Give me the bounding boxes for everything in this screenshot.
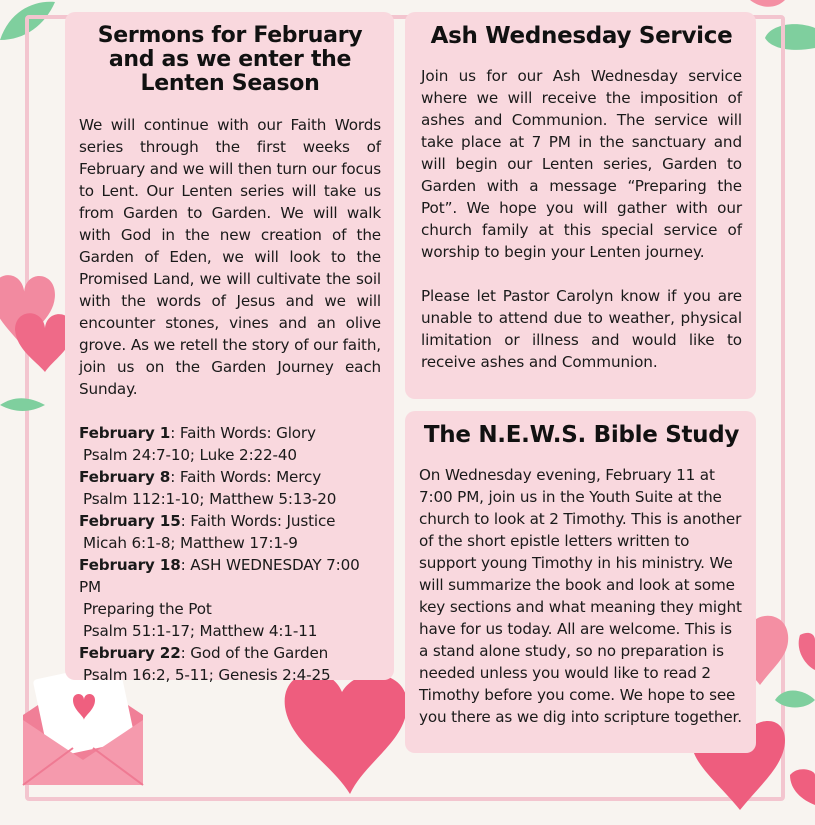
schedule-readings: Psalm 51:1-17; Matthew 4:1-11 xyxy=(83,622,318,640)
ash-wednesday-panel xyxy=(405,12,756,399)
news-study-body: On Wednesday evening, February 11 at 7:00 PM, join us in the Youth Suite at the church to look at 2 Timothy. This is another of the short epistle letters written to support young Timothy in his ministry. We will summarize the book and look at some key sections and what meaning they might have for us today. All are welcome. This is a stand alone study, so no preparation is needed unless you would like to read 2 Timothy before you come. We hope to see you there as we dig into scripture together. xyxy=(419,466,742,726)
schedule-sermon-title: Preparing the Pot xyxy=(83,600,212,618)
news-study-panel xyxy=(405,411,756,753)
news-study-title: The N.E.W.S. Bible Study xyxy=(423,422,740,448)
ash-wednesday-body xyxy=(421,65,742,373)
sermons-panel xyxy=(65,12,394,684)
ash-paragraph: Join us for our Ash Wednesday service where we will receive the imposition of ashes and Communion. The service will take place at 7 PM in the sanctuary and will begin our Lenten series, Garden to Garden with a message “Preparing the Pot”. We hope you will gather with our church family at this special service of worship to begin your Lenten journey. xyxy=(421,67,742,261)
sermons-title: Sermons for February and as we enter the Lenten Season xyxy=(97,23,363,96)
schedule-readings: Psalm 112:1-10; Matthew 5:13-20 xyxy=(83,490,337,508)
schedule-item: February 1: Faith Words: Glory xyxy=(79,424,316,442)
schedule-item: February 22: God of the Garden xyxy=(79,644,329,662)
schedule-readings: Psalm 16:2, 5-11; Genesis 2:4-25 xyxy=(83,666,331,684)
sermons-body: We will continue with our Faith Words series through the first weeks of February and we will then turn our focus to Lent. Our Lenten series will take us from Garden to Garden. We will walk with God in the new creation of the Garden of Eden, we will look to the Promised Land, we will cultivate the soil with the words of Jesus and we will encounter stones, vines and an olive grove. As we retell the story of our faith, join us on the Garden Journey each Sunday. xyxy=(79,116,381,398)
schedule-item: February 15: Faith Words: Justice xyxy=(79,512,336,530)
sermon-schedule xyxy=(79,422,381,686)
ash-paragraph: Please let Pastor Carolyn know if you are unable to attend due to weather, physical limitation or illness and would like to receive ashes and Communion. xyxy=(421,287,742,371)
schedule-readings: Psalm 24:7-10; Luke 2:22-40 xyxy=(83,446,297,464)
ash-wednesday-title: Ash Wednesday Service xyxy=(430,23,733,49)
schedule-item: February 8: Faith Words: Mercy xyxy=(79,468,322,486)
schedule-item: February 18: ASH WEDNESDAY 7:00 PM xyxy=(79,556,360,596)
schedule-readings: Micah 6:1-8; Matthew 17:1-9 xyxy=(83,534,298,552)
